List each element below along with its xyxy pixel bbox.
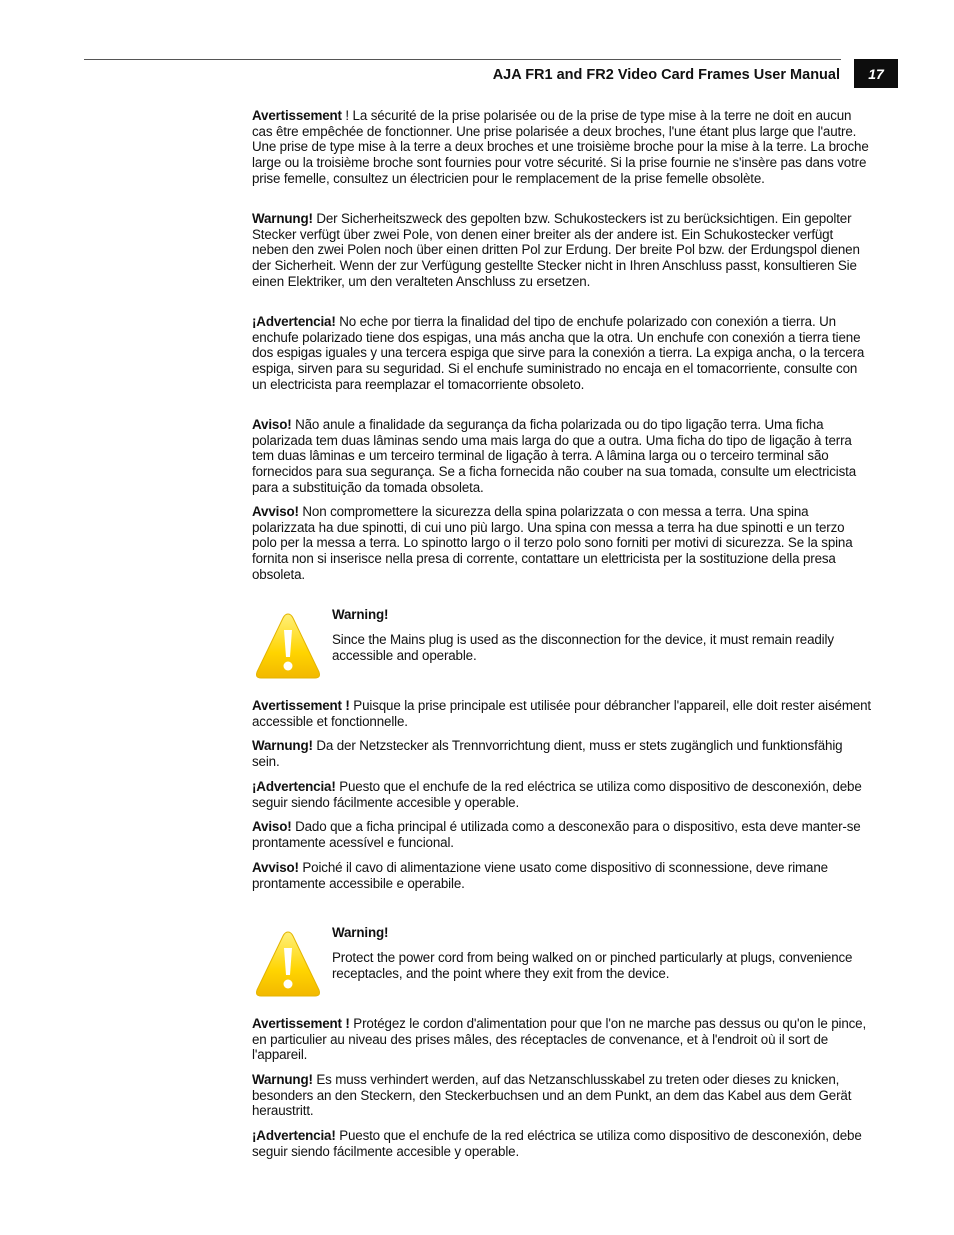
paragraph-text: Puesto que el enchufe de la red eléctrica se utiliza como dispositivo de desconexión, debe seguir siendo fácilmente accesible y operable. [252, 1128, 862, 1159]
warning-triangle-icon [254, 610, 322, 682]
running-header-title: AJA FR1 and FR2 Video Card Frames User Manual [492, 67, 840, 83]
paragraph-aviso-polarized [252, 417, 872, 496]
warning-text-mains: Since the Mains plug is used as the disconnection for the device, it must remain readily accessible and operable. [332, 632, 834, 663]
paragraph-lead: Warnung! [252, 1072, 313, 1087]
warning-heading-cord [332, 925, 872, 941]
paragraph-lead: Avviso! [252, 860, 299, 875]
paragraph-lead: Warnung! [252, 738, 313, 753]
paragraph-text: Der Sicherheitszweck des gepolten bzw. Schukosteckers ist zu berücksichtigen. Ein gepolter Stecker verfügt über zwei Pole, von denen einer breiter als der andere ist. Ein Schukostecker verfügt neben den zwei Polen noch über einen dritten Pol zur Erdung. Der breite Pol bzw. der Erdungspol dienen der Sicherheit. Wenn der zur Verfügung gestellte Stecker nicht in Ihren Anschluss passt, konsultieren Sie einen Elektriker, um den veralteten Anschluss zu ersetzen. [252, 211, 860, 289]
warning-triangle-icon [254, 928, 322, 1000]
paragraph-advertencia-polarized [252, 314, 872, 393]
paragraph-text: No eche por tierra la finalidad del tipo de enchufe polarizado con conexión a tierra. Un enchufe polarizado tiene dos espigas, una más ancha que la otra. Un enchufe con conexión a tierra tiene dos espigas iguales y una tercera espiga que sirve para la conexión a tierra. La expiga ancha, o la tercera espiga, sirven para su seguridad. Si el enchufe suministrado no encaja en el tomacorriente, consulte con un electricista para reemplazar el tomacorriente obsoleto. [252, 314, 865, 392]
paragraph-text: Puesto que el enchufe de la red eléctrica se utiliza como dispositivo de desconexión, debe seguir siendo fácilmente accesible y operable. [252, 779, 862, 810]
paragraph-avertissement-mains [252, 698, 872, 729]
paragraph-text: Non compromettere la sicurezza della spina polarizzata o con messa a terra. Una spina polarizzata ha due spinotti, di cui uno più largo. Una spina con messa a terra ha due spinotti e un terzo polo per la messa a terra. Lo spinotto largo o il terzo polo sono forniti per motivi di sicurezza. Se la spina fornita non si inserisce nella presa di corrente, contattare un elettricista per la sostituzione della presa obsoleta. [252, 504, 853, 582]
paragraph-aviso-mains [252, 819, 872, 850]
paragraph-text: Puisque la prise principale est utilisée pour débrancher l'appareil, elle doit rester aisément accessible et fonctionnelle. [252, 698, 871, 729]
warning-heading-mains [332, 607, 872, 623]
warning-heading: Warning! [332, 925, 389, 940]
paragraph-lead: Avertissement ! [252, 1016, 350, 1031]
paragraph-text: Dado que a ficha principal é utilizada como a desconexão para o dispositivo, esta deve manter-se prontamente acessível e funcional. [252, 819, 861, 850]
paragraph-lead: Avertissement [252, 108, 342, 123]
paragraph-advertencia-cord [252, 1128, 872, 1159]
paragraph-text: Es muss verhindert werden, auf das Netzanschlusskabel zu treten oder dieses zu knicken, besonders an den Steckern, den Steckerbuchsen und an dem Punkt, an dem das Kabel aus dem Gerät heraustritt. [252, 1072, 852, 1119]
warning-heading: Warning! [332, 607, 389, 622]
paragraph-text: Não anule a finalidade da segurança da ficha polarizada ou do tipo ligação terra. Uma ficha polarizada tem duas lâminas sendo uma mais larga do que a outra. Uma ficha do tipo de ligação à terra tem duas lâminas e um terceiro terminal de ligação à terra. A lâmina larga ou o terceiro terminal são fornecidos para sua segurança. Se a ficha fornecida não couber na sua tomada, consulte um electricista para a substituição da tomada obsoleta. [252, 417, 857, 495]
page-number: 17 [854, 59, 898, 88]
paragraph-warnung-polarized [252, 211, 872, 290]
paragraph-lead: Aviso! [252, 417, 292, 432]
paragraph-lead: Avertissement ! [252, 698, 350, 713]
paragraph-avertissement-cord [252, 1016, 872, 1063]
paragraph-lead: ¡Advertencia! [252, 314, 336, 329]
paragraph-text: ! La sécurité de la prise polarisée ou de la prise de type mise à la terre ne doit en aucun cas être empêchée de fonctionner. Une prise polarisée a deux broches, l'une étant plus large que l'autre. Une prise de type mise à la terre a deux broches et une troisième broche pour la mise à la terre. La broche large ou la troisième broche sont fournies pour votre sécurité. Si la prise fournie ne s'insère pas dans votre prise femelle, consultez un électricien pour le remplacement de la prise femelle obsolète. [252, 108, 869, 186]
paragraph-avviso-mains [252, 860, 872, 891]
paragraph-lead: ¡Advertencia! [252, 779, 336, 794]
paragraph-text: Da der Netzstecker als Trennvorrichtung dient, muss er stets zugänglich und funktionsfähig sein. [252, 738, 843, 769]
paragraph-warnung-mains [252, 738, 872, 769]
paragraph-text: Protégez le cordon d'alimentation pour que l'on ne marche pas dessus ou qu'on le pince, en particulier au niveau des prises mâles, des réceptacles de convenance, et à l'endroit où il sort de l'appareil. [252, 1016, 867, 1063]
paragraph-lead: Avviso! [252, 504, 299, 519]
paragraph-avertissement-polarized [252, 108, 872, 187]
paragraph-lead: Warnung! [252, 211, 313, 226]
paragraph-warnung-cord [252, 1072, 872, 1119]
paragraph-avviso-polarized [252, 504, 872, 583]
paragraph-lead: Aviso! [252, 819, 292, 834]
paragraph-advertencia-mains [252, 779, 872, 810]
paragraph-text: Poiché il cavo di alimentazione viene usato come dispositivo di sconnessione, deve rimane prontamente accessibile e operabile. [252, 860, 828, 891]
header-rule [84, 59, 841, 60]
paragraph-lead: ¡Advertencia! [252, 1128, 336, 1143]
warning-text-cord: Protect the power cord from being walked on or pinched particularly at plugs, convenience receptacles, and the point where they exit from the device. [332, 950, 853, 981]
